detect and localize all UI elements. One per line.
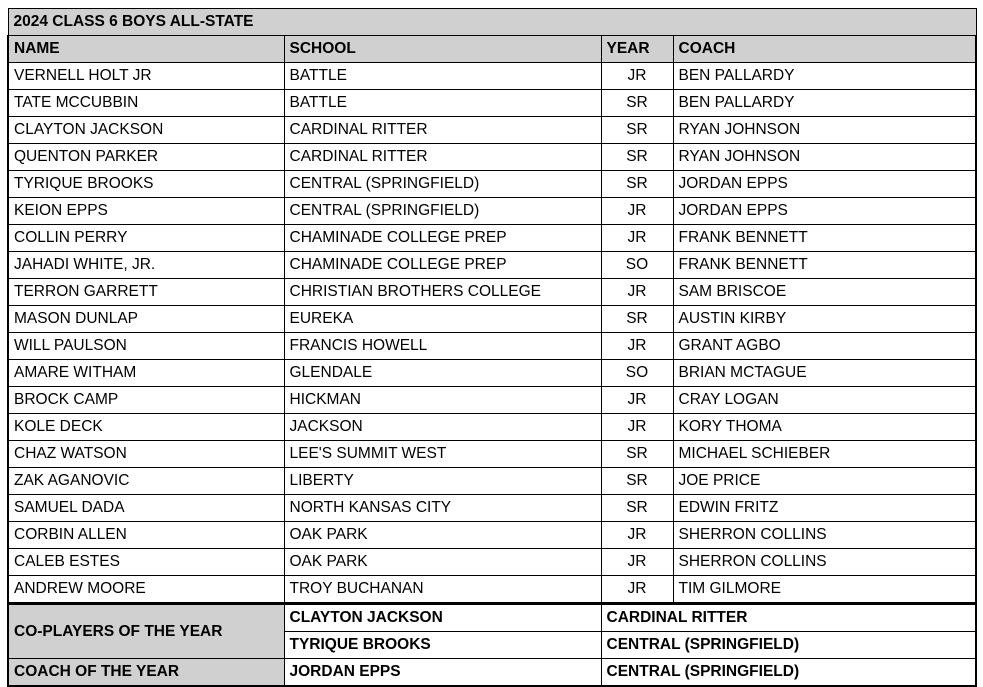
player-school: GLENDALE — [284, 360, 601, 387]
player-coach: RYAN JOHNSON — [673, 144, 976, 171]
player-school: CHAMINADE COLLEGE PREP — [284, 225, 601, 252]
player-coach: JORDAN EPPS — [673, 171, 976, 198]
player-name: AMARE WITHAM — [8, 360, 284, 387]
player-row — [8, 549, 976, 576]
player-year: JR — [601, 387, 673, 414]
player-name: MASON DUNLAP — [8, 306, 284, 333]
player-coach: AUSTIN KIRBY — [673, 306, 976, 333]
coach-of-the-year-label: COACH OF THE YEAR — [8, 659, 284, 687]
player-row — [8, 414, 976, 441]
header-row — [8, 36, 976, 63]
player-year: SR — [601, 441, 673, 468]
player-school: OAK PARK — [284, 549, 601, 576]
player-row — [8, 279, 976, 306]
player-year: SO — [601, 252, 673, 279]
player-row — [8, 90, 976, 117]
award-row-coach — [8, 659, 976, 687]
player-school: BATTLE — [284, 63, 601, 90]
award-player-name: TYRIQUE BROOKS — [284, 632, 601, 659]
player-row — [8, 171, 976, 198]
player-school: OAK PARK — [284, 522, 601, 549]
coach-column-header: COACH — [673, 36, 976, 63]
player-row — [8, 63, 976, 90]
player-coach: SHERRON COLLINS — [673, 522, 976, 549]
award-player-school: CARDINAL RITTER — [601, 604, 976, 632]
player-year: JR — [601, 225, 673, 252]
player-row — [8, 495, 976, 522]
name-column-header: NAME — [8, 36, 284, 63]
school-column-header: SCHOOL — [284, 36, 601, 63]
player-coach: TIM GILMORE — [673, 576, 976, 604]
player-year: JR — [601, 576, 673, 604]
award-coach-school: CENTRAL (SPRINGFIELD) — [601, 659, 976, 687]
player-name: CLAYTON JACKSON — [8, 117, 284, 144]
year-column-header: YEAR — [601, 36, 673, 63]
player-coach: BEN PALLARDY — [673, 90, 976, 117]
player-year: SR — [601, 144, 673, 171]
player-row — [8, 387, 976, 414]
player-coach: SAM BRISCOE — [673, 279, 976, 306]
player-school: BATTLE — [284, 90, 601, 117]
player-year: JR — [601, 198, 673, 225]
player-row — [8, 306, 976, 333]
player-coach: FRANK BENNETT — [673, 252, 976, 279]
player-name: KOLE DECK — [8, 414, 284, 441]
player-row — [8, 198, 976, 225]
player-name: TERRON GARRETT — [8, 279, 284, 306]
player-coach: GRANT AGBO — [673, 333, 976, 360]
player-name: ZAK AGANOVIC — [8, 468, 284, 495]
player-year: SR — [601, 468, 673, 495]
player-school: CARDINAL RITTER — [284, 117, 601, 144]
player-school: NORTH KANSAS CITY — [284, 495, 601, 522]
player-coach: RYAN JOHNSON — [673, 117, 976, 144]
player-name: JAHADI WHITE, JR. — [8, 252, 284, 279]
player-school: CHAMINADE COLLEGE PREP — [284, 252, 601, 279]
player-name: SAMUEL DADA — [8, 495, 284, 522]
all-state-table — [7, 8, 977, 687]
player-year: SR — [601, 495, 673, 522]
player-year: JR — [601, 549, 673, 576]
player-row — [8, 468, 976, 495]
player-school: CHRISTIAN BROTHERS COLLEGE — [284, 279, 601, 306]
player-year: JR — [601, 522, 673, 549]
player-row — [8, 252, 976, 279]
player-year: JR — [601, 333, 673, 360]
player-coach: KORY THOMA — [673, 414, 976, 441]
player-school: JACKSON — [284, 414, 601, 441]
player-year: JR — [601, 279, 673, 306]
player-school: CARDINAL RITTER — [284, 144, 601, 171]
award-player-name: CLAYTON JACKSON — [284, 604, 601, 632]
player-name: TYRIQUE BROOKS — [8, 171, 284, 198]
player-school: EUREKA — [284, 306, 601, 333]
player-school: TROY BUCHANAN — [284, 576, 601, 604]
player-coach: CRAY LOGAN — [673, 387, 976, 414]
award-player-school: CENTRAL (SPRINGFIELD) — [601, 632, 976, 659]
player-name: COLLIN PERRY — [8, 225, 284, 252]
player-row — [8, 576, 976, 604]
player-row — [8, 333, 976, 360]
player-row — [8, 441, 976, 468]
player-name: CALEB ESTES — [8, 549, 284, 576]
player-name: CORBIN ALLEN — [8, 522, 284, 549]
player-coach: JOE PRICE — [673, 468, 976, 495]
player-coach: BRIAN MCTAGUE — [673, 360, 976, 387]
player-coach: BEN PALLARDY — [673, 63, 976, 90]
player-name: BROCK CAMP — [8, 387, 284, 414]
award-coach-name: JORDAN EPPS — [284, 659, 601, 687]
player-year: SR — [601, 90, 673, 117]
player-coach: MICHAEL SCHIEBER — [673, 441, 976, 468]
award-row-players-1 — [8, 604, 976, 632]
player-name: WILL PAULSON — [8, 333, 284, 360]
player-coach: JORDAN EPPS — [673, 198, 976, 225]
player-row — [8, 117, 976, 144]
player-name: ANDREW MOORE — [8, 576, 284, 604]
player-school: LEE'S SUMMIT WEST — [284, 441, 601, 468]
table-title: 2024 CLASS 6 BOYS ALL-STATE — [8, 9, 976, 36]
player-year: SR — [601, 171, 673, 198]
title-row — [8, 9, 976, 36]
player-coach: SHERRON COLLINS — [673, 549, 976, 576]
player-year: JR — [601, 414, 673, 441]
player-name: TATE MCCUBBIN — [8, 90, 284, 117]
player-coach: FRANK BENNETT — [673, 225, 976, 252]
player-school: CENTRAL (SPRINGFIELD) — [284, 171, 601, 198]
player-school: LIBERTY — [284, 468, 601, 495]
player-year: JR — [601, 63, 673, 90]
co-players-of-the-year-label: CO-PLAYERS OF THE YEAR — [8, 604, 284, 659]
player-year: SR — [601, 306, 673, 333]
player-school: CENTRAL (SPRINGFIELD) — [284, 198, 601, 225]
player-coach: EDWIN FRITZ — [673, 495, 976, 522]
player-school: HICKMAN — [284, 387, 601, 414]
player-year: SO — [601, 360, 673, 387]
player-name: CHAZ WATSON — [8, 441, 284, 468]
player-row — [8, 144, 976, 171]
player-row — [8, 522, 976, 549]
player-name: VERNELL HOLT JR — [8, 63, 284, 90]
player-row — [8, 360, 976, 387]
player-name: QUENTON PARKER — [8, 144, 284, 171]
player-name: KEION EPPS — [8, 198, 284, 225]
player-year: SR — [601, 117, 673, 144]
player-school: FRANCIS HOWELL — [284, 333, 601, 360]
player-row — [8, 225, 976, 252]
